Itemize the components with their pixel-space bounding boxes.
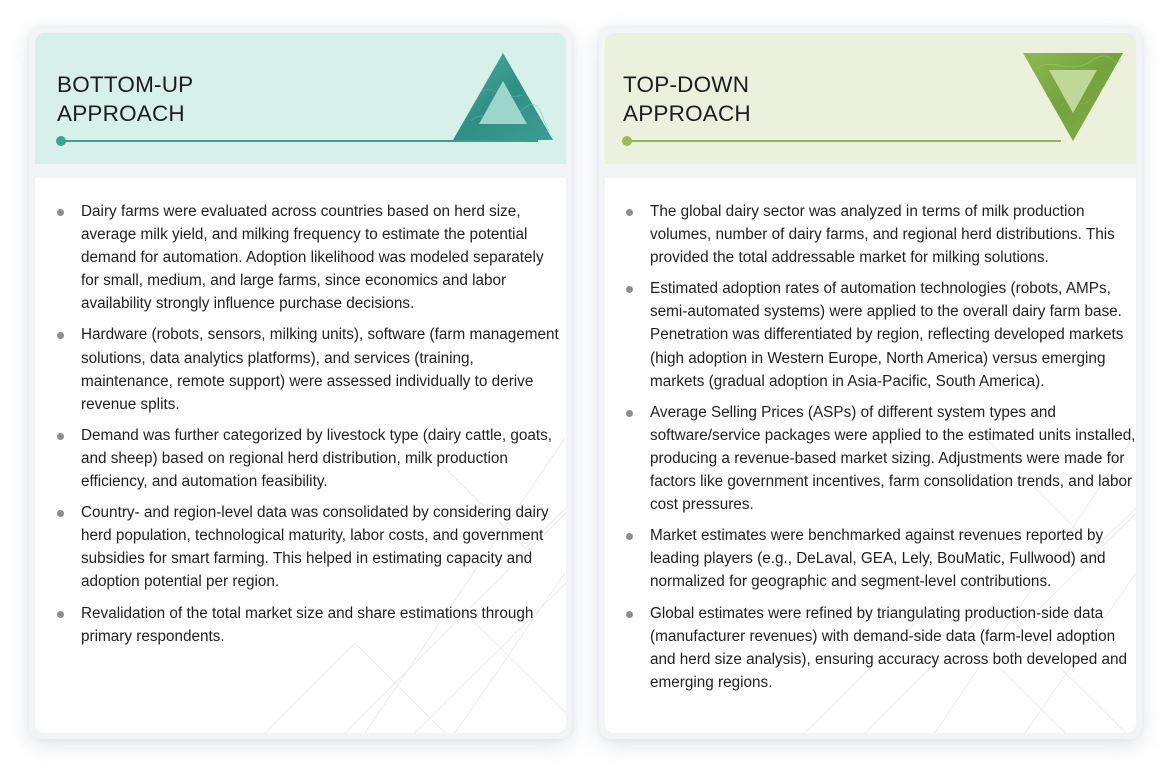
top-down-title <box>623 70 751 128</box>
bottom-up-title <box>57 70 193 128</box>
bullet-text: Hardware (robots, sensors, milking units), software (farm management solutions, data analytics platforms), and services (training, maintenance, remote support) were assessed individually to derive revenue splits. <box>81 326 559 413</box>
bullet-dot-icon <box>626 533 633 540</box>
top-down-divider-dot <box>622 136 632 146</box>
bullet-item <box>55 200 565 315</box>
bullet-item <box>55 602 565 648</box>
bullet-text: Revalidation of the total market size and share estimations through primary respondents. <box>81 604 534 645</box>
bottom-up-title-line1: BOTTOM-UP <box>57 72 194 97</box>
top-down-header <box>605 33 1136 164</box>
bullet-text: Dairy farms were evaluated across countries based on herd size, average milk yield, and milking frequency to estimate the potential demand for automation. Adoption likelihood was modeled separately for small, medium, and large farms, since economics and labor availability strongly influence purchase decisions. <box>81 203 544 313</box>
bottom-up-title-line2: APPROACH <box>57 101 185 126</box>
bullet-text: Demand was further categorized by livestock type (dairy cattle, goats, and sheep) based on regional herd distribution, milk production efficiency, and automation feasibility. <box>81 426 553 491</box>
bullet-dot-icon <box>57 209 64 216</box>
bullet-item <box>624 602 1136 694</box>
bullet-dot-icon <box>626 286 633 293</box>
bottom-up-body <box>35 178 566 733</box>
bullet-item <box>624 277 1136 392</box>
top-down-card <box>599 27 1142 739</box>
top-down-title-line2: APPROACH <box>623 101 751 126</box>
top-down-title-line1: TOP-DOWN <box>623 72 750 97</box>
bullet-item <box>624 200 1136 269</box>
bullet-text: Estimated adoption rates of automation technologies (robots, AMPs, semi-automated systems) were applied to the overall dairy farm base. Penetration was differentiated by region, reflecting developed markets (high adoption in Western Europe, North America) versus emerging markets (gradual adoption in Asia-Pacific, South America). <box>650 280 1124 390</box>
bullet-dot-icon <box>626 209 633 216</box>
bullet-dot-icon <box>57 510 64 517</box>
top-down-divider <box>627 140 1061 142</box>
bullet-text: Average Selling Prices (ASPs) of different system types and software/service packages were applied to the estimated units installed, producing a revenue-based market sizing. Adjustments were made for factors like government incentives, farm consolidation trends, and labor cost pressures. <box>650 403 1136 514</box>
bullet-dot-icon <box>626 410 633 417</box>
bottom-up-header <box>35 33 566 164</box>
bullet-dot-icon <box>626 611 633 618</box>
bullet-text: The global dairy sector was analyzed in terms of milk production volumes, number of dairy farms, and regional herd distributions. This provided the total addressable market for milking solutions. <box>650 203 1115 267</box>
bullet-text: Country- and region-level data was consolidated by considering dairy herd population, technological maturity, labor costs, and government subsidies for smart farming. This helped in estimating capacity and adoption potential per region. <box>81 504 549 591</box>
triangle-up-icon <box>451 51 555 142</box>
bullet-item <box>55 323 565 415</box>
bullet-dot-icon <box>57 433 64 440</box>
bullet-item <box>55 424 565 493</box>
bottom-up-card <box>29 27 572 739</box>
bottom-up-divider-dot <box>56 136 66 146</box>
triangle-down-icon <box>1021 51 1125 143</box>
bullet-dot-icon <box>57 332 64 339</box>
bullet-item <box>624 524 1136 593</box>
bullet-item <box>624 401 1136 516</box>
top-down-body <box>605 178 1136 733</box>
top-down-bullet-list <box>624 200 1136 702</box>
bottom-up-bullet-list <box>55 200 565 656</box>
bullet-text: Market estimates were benchmarked against revenues reported by leading players (e.g., DeLaval, GEA, Lely, BouMatic, Fullwood) and normalized for geographic and segment-level contributions. <box>650 527 1106 591</box>
bullet-item <box>55 501 565 593</box>
bullet-text: Global estimates were refined by triangulating production-side data (manufacturer revenues) with demand-side data (farm-level adoption and herd size analysis), ensuring accuracy across both developed and emerging regions. <box>650 604 1128 691</box>
bullet-dot-icon <box>57 611 64 618</box>
